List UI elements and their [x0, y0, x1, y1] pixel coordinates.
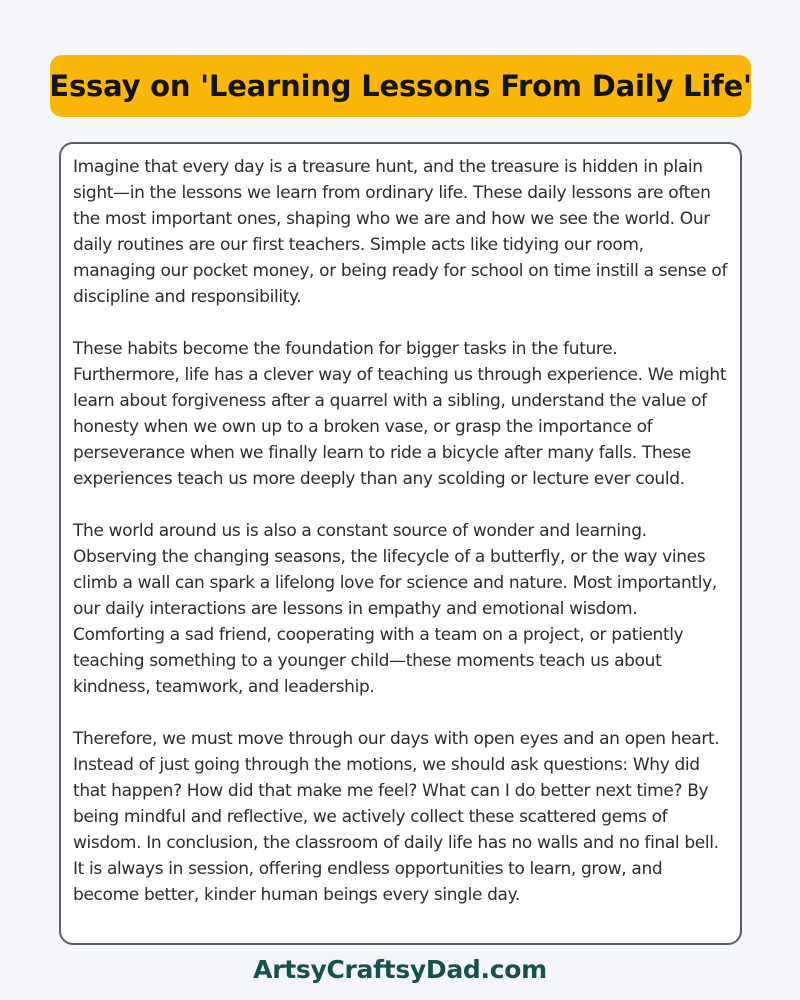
essay-paragraph-1: Imagine that every day is a treasure hunt, and the treasure is hidden in plain sight—in the lessons we learn from ordinary life. These daily lessons are often the most important ones, shaping who we are and how we see the world. Our daily routines are our first teachers. Simple acts like tidying our room, managing our pocket money, or being ready for school on time instill a sense of discipline and responsibility.	[73, 157, 728, 307]
page-title: Essay on 'Learning Lessons From Daily Life'	[49, 69, 752, 103]
footer-site-name: ArtsyCraftsyDad.com	[253, 955, 547, 984]
title-banner	[50, 55, 751, 117]
essay-paragraph-2: These habits become the foundation for bigger tasks in the future. Furthermore, life has a clever way of teaching us through experience. We might learn about forgiveness after a quarrel with a sibling, understand the value of honesty when we own up to a broken vase, or grasp the importance of perseverance when we finally learn to ride a bicycle after many falls. These experiences teach us more deeply than any scolding or lecture ever could.	[73, 339, 727, 489]
essay-paragraph-4: Therefore, we must move through our days with open eyes and an open heart. Instead of just going through the motions, we should ask questions: Why did that happen? How did that make me feel? What can I do better next time? By being mindful and reflective, we actively collect these scattered gems of wisdom. In conclusion, the classroom of daily life has no walls and no final bell. It is always in session, offering endless opportunities to learn, grow, and become better, kinder human beings every single day.	[73, 729, 720, 905]
essay-body	[59, 142, 742, 945]
essay-paragraph-3: The world around us is also a constant source of wonder and learning. Observing the changing seasons, the lifecycle of a butterfly, or the way vines climb a wall can spark a lifelong love for science and nature. Most importantly, our daily interactions are lessons in empathy and emotional wisdom. Comforting a sad friend, cooperating with a team on a project, or patiently teaching something to a younger child—these moments teach us about kindness, teamwork, and leadership.	[73, 521, 717, 697]
